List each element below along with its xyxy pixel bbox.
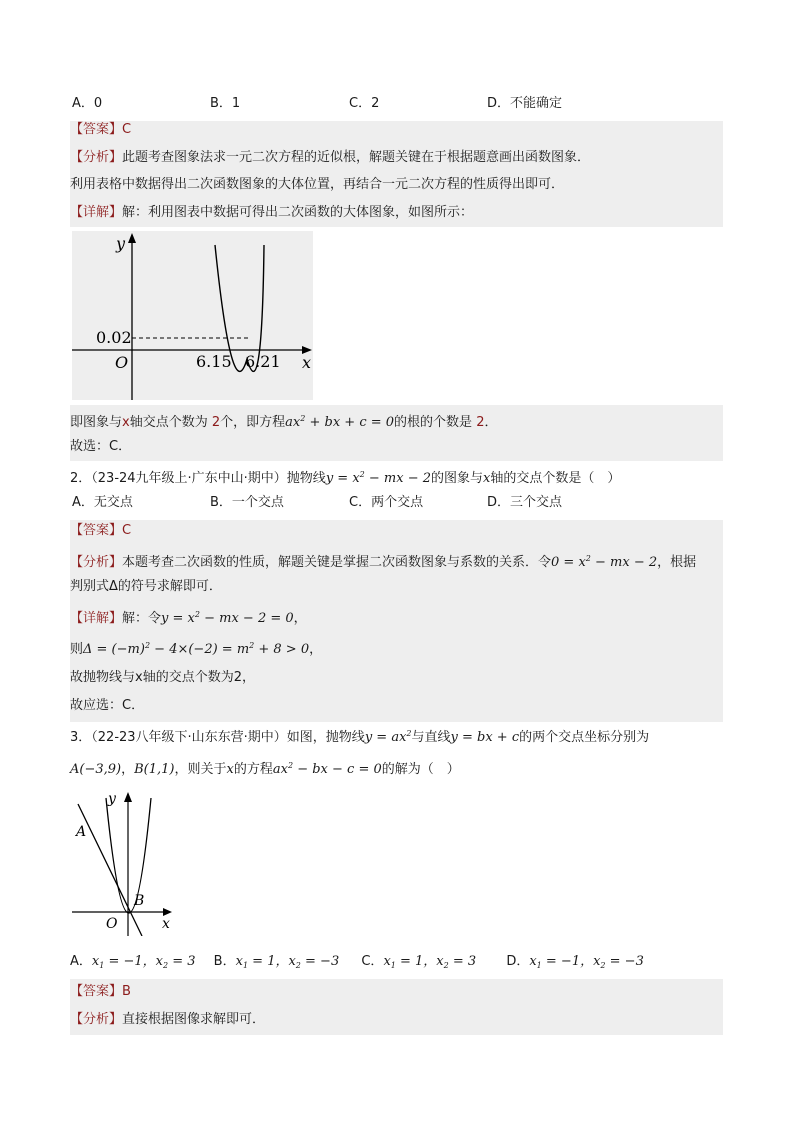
- q2-analysis-line2: 判别式Δ的符号求解即可．: [70, 579, 222, 594]
- y-axis-arrow: [128, 233, 136, 243]
- equation: $y = x^2$ − mx − 2 = 0: [161, 610, 294, 626]
- conclusion-x: x: [122, 415, 130, 430]
- stem-x: x: [483, 471, 491, 486]
- detail-text: 解：令: [122, 611, 162, 626]
- q3-option-b: B．: [213, 954, 236, 969]
- conclusion-text: 的根的个数是: [394, 415, 473, 430]
- equation: y = bx + c: [450, 730, 520, 745]
- q3-stem-line2: A(−3,9)，B(1,1)，则关于x的方程$ax^2$ − bx − c = 0的解为（ ）: [70, 761, 460, 777]
- q1-analysis: [70, 149, 590, 167]
- q2-option-d: D．三个交点: [487, 495, 563, 510]
- origin-label: O: [115, 353, 129, 372]
- analysis-text: 此题考查图象法求一元二次方程的近似根，解题关键在于根据题意画出函数图象．: [122, 150, 591, 165]
- q1-parabola-figure: [72, 231, 313, 400]
- analysis-text: 直接根据图像求解即可．: [122, 1012, 266, 1027]
- q3-analysis: [70, 1011, 265, 1029]
- option-d-value: $x_1 = -1$，$x_2 = -3$: [529, 954, 644, 970]
- root1-label: 6.15: [196, 352, 232, 371]
- equation: $0 = x^2$ − mx − 2: [551, 554, 658, 570]
- stem-text: 3．（22-23八年级下·山东东营·期中）如图，抛物线: [70, 730, 365, 745]
- q2-option-a: A．无交点: [72, 495, 133, 510]
- answer-tag: 【答案】: [70, 122, 123, 137]
- conclusion-text: 轴交点个数为: [129, 415, 208, 430]
- q3-options: [70, 953, 644, 975]
- stem-text: 轴的交点个数是（ ）: [490, 471, 621, 486]
- q1-detail: [70, 204, 473, 222]
- q2-analysis: [70, 550, 696, 572]
- q1-option-b: B．1: [210, 96, 241, 111]
- answer-tag: 【答案】: [70, 523, 123, 538]
- x-axis-arrow: [163, 908, 172, 916]
- conclusion-text: 即图象与: [70, 415, 123, 430]
- analysis-tag: 【分析】: [70, 150, 123, 165]
- root2-label: 6.21: [245, 352, 281, 371]
- point-b-label: B: [134, 893, 145, 909]
- conclusion-count: 2: [476, 415, 485, 430]
- option-c-value: $x_1 = 1$，$x_2 = 3$: [383, 954, 477, 970]
- q1-conclusion: [70, 410, 498, 432]
- stem-text: 2．（23-24九年级上·广东中山·期中）抛物线: [70, 471, 326, 486]
- equation: $y = ax^2$: [364, 729, 412, 745]
- answer-value: C: [122, 523, 132, 538]
- q2-detail: 【详解】解：令$y = x^2$ − mx − 2 = 0，: [70, 610, 307, 626]
- equation: $\Delta = (-m)^2 - 4\times(-2) = m^2 + 8 > 0$: [83, 641, 310, 657]
- q1-option-a: A．0: [72, 96, 103, 111]
- answer-tag: 【答案】: [70, 984, 123, 999]
- q1-option-d: D．不能确定: [487, 96, 563, 111]
- detail-tag: 【详解】: [70, 611, 123, 626]
- q2-detail-line3: 故抛物线与x轴的交点个数为2，: [70, 670, 255, 685]
- y-axis-label: y: [108, 791, 116, 807]
- q1-option-c: C．2: [349, 96, 380, 111]
- q3-stem: [70, 725, 649, 747]
- equation: $ax^2$ + bx + c = 0: [285, 414, 395, 430]
- stem-x: x: [226, 762, 234, 777]
- origin-label: O: [106, 916, 118, 932]
- y-axis-arrow: [124, 792, 132, 802]
- stem-text: 的方程: [233, 762, 273, 777]
- detail-text: 解：利用图表中数据可得出二次函数的大体图象，如图所示：: [122, 205, 474, 220]
- equation: $ax^2$ − bx − c = 0: [272, 761, 382, 777]
- q3-option-a: A．: [70, 954, 92, 969]
- q1-answer: [70, 121, 131, 139]
- conclusion-text: ．: [484, 415, 498, 430]
- y-axis-label: y: [116, 234, 126, 253]
- stem-text: 的图象与: [431, 471, 484, 486]
- q2-choose: 故应选：C．: [70, 698, 145, 713]
- detail-text: 则: [70, 642, 84, 657]
- detail-tag: 【详解】: [70, 205, 123, 220]
- q2-option-c: C．两个交点: [349, 495, 424, 510]
- stem-text: ，则关于: [174, 762, 227, 777]
- q1-choose: 故选：C．: [70, 439, 132, 454]
- answer-value: B: [122, 984, 131, 999]
- conclusion-count: 2: [211, 415, 221, 430]
- stem-text: 与直线: [411, 730, 451, 745]
- q2-stem: [70, 466, 620, 488]
- analysis-tag: 【分析】: [70, 555, 123, 570]
- conclusion-text: 个，即方程: [220, 415, 286, 430]
- stem-text: 的解为（ ）: [381, 762, 460, 777]
- option-b-value: $x_1 = 1$，$x_2 = -3$: [235, 954, 340, 970]
- analysis-text: 本题考查二次函数的性质，解题关键是掌握二次函数图象与系数的关系．令: [122, 555, 552, 570]
- q3-option-c: C．: [361, 954, 384, 969]
- analysis-tag: 【分析】: [70, 1012, 123, 1027]
- q1-analysis-line2: 利用表格中数据得出二次函数图象的大体位置，再结合一元二次方程的性质得出即可．: [70, 177, 565, 192]
- analysis-text: ，根据: [657, 555, 697, 570]
- option-a-value: $x_1 = -1$，$x_2 = 3$: [91, 954, 196, 970]
- q2-discriminant: 则$\Delta = (-m)^2 - 4\times(-2) = m^2 + 8 > 0$，: [70, 641, 323, 657]
- q3-option-d: D．: [506, 954, 530, 969]
- point-a: A(−3,9): [70, 762, 122, 777]
- point-b: B(1,1): [134, 762, 175, 777]
- point-a-label: A: [76, 824, 87, 840]
- y-level-label: 0.02: [96, 328, 132, 347]
- q3-answer: [70, 983, 131, 1001]
- x-axis-label: x: [162, 916, 170, 932]
- equation: $y = x^2$ − mx − 2: [325, 470, 431, 486]
- x-axis-label: x: [302, 353, 312, 372]
- answer-value: C: [122, 122, 132, 137]
- q3-parabola-line-figure: [70, 788, 180, 936]
- q2-option-b: B．一个交点: [210, 495, 284, 510]
- stem-text: 的两个交点坐标分别为: [519, 730, 650, 745]
- q2-answer: [70, 522, 131, 540]
